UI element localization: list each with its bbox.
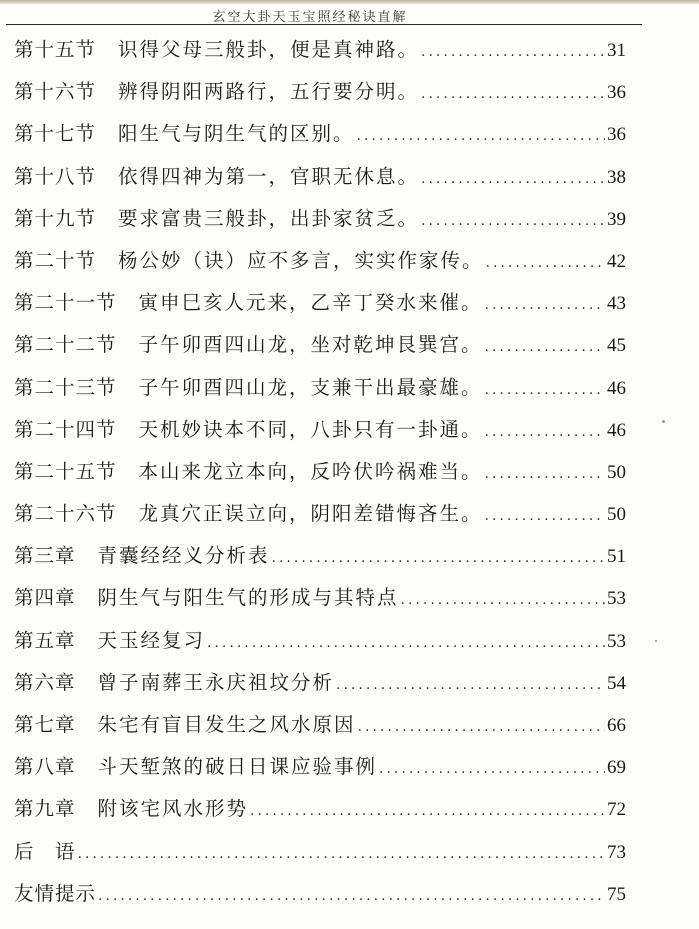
toc-entry-label: 第十六节 — [14, 80, 97, 104]
dot-leader — [421, 86, 605, 102]
toc-entry — [14, 878, 626, 920]
toc-entry-title: 附该宅风水形势 — [97, 797, 249, 821]
toc-entry-title: 天玉经复习 — [97, 628, 206, 652]
toc-entry — [14, 625, 626, 667]
toc-entry — [14, 498, 626, 540]
dot-leader — [272, 550, 605, 566]
toc-entry-label: 第二十五节 — [14, 459, 117, 483]
toc-entry-label: 第二十节 — [14, 248, 97, 272]
toc-entry-label: 第二十一节 — [14, 291, 117, 315]
toc-entry-page: 75 — [607, 883, 626, 905]
dot-leader — [336, 677, 605, 693]
dot-leader — [358, 719, 605, 735]
toc-entry-label: 第十七节 — [14, 122, 97, 146]
toc-entry-label: 第十八节 — [14, 164, 97, 188]
dot-leader — [421, 213, 605, 229]
toc-entry-page: 51 — [607, 546, 626, 568]
toc-entry-page: 39 — [607, 208, 626, 230]
toc-entry-page: 54 — [607, 672, 626, 694]
toc-entry-page: 46 — [607, 377, 626, 399]
toc-entry-label: 第十九节 — [14, 206, 97, 230]
toc-entry-label: 第八章 — [14, 755, 76, 779]
dot-leader — [207, 635, 605, 651]
toc-entry — [14, 34, 626, 76]
toc-entry-label: 第七章 — [14, 713, 76, 736]
dot-leader — [485, 297, 605, 313]
toc-entry-page: 38 — [607, 166, 626, 188]
dot-leader — [421, 44, 605, 60]
toc-entry — [14, 836, 626, 878]
toc-entry-title: 辨得阴阳两路行，五行要分明。 — [118, 80, 420, 104]
dot-leader — [485, 424, 605, 440]
dot-leader — [98, 888, 605, 904]
dot-leader — [421, 171, 605, 187]
toc-entry — [14, 76, 626, 118]
toc-entry-label: 第二十六节 — [14, 502, 117, 526]
toc-entry-label: 友情提示 — [14, 881, 97, 905]
toc-entry-title: 青囊经经义分析表 — [97, 544, 270, 568]
toc-entry — [14, 245, 626, 287]
dot-leader — [250, 803, 605, 819]
toc-entry-title: 阳生气与阴生气的区别。 — [118, 122, 355, 146]
toc-entry — [14, 667, 626, 709]
toc-entry-title: 斗天堑煞的破日日课应验事例 — [97, 755, 378, 779]
scan-speck — [662, 420, 665, 423]
toc-entry-page: 45 — [607, 335, 626, 357]
toc-entry-page: 43 — [607, 293, 626, 315]
toc-entry-label: 第六章 — [14, 670, 76, 694]
dot-leader — [357, 128, 605, 144]
toc-entry — [14, 709, 626, 751]
toc-entry-title: 曾子南葬王永庆祖坟分析 — [97, 670, 335, 694]
toc-entry — [14, 287, 626, 329]
dot-leader — [486, 255, 605, 271]
toc-entry — [14, 329, 626, 371]
table-of-contents — [14, 34, 626, 920]
toc-entry-page: 66 — [607, 715, 626, 736]
dot-leader — [78, 846, 605, 862]
toc-entry-title: 天机妙诀本不同，八卦只有一卦通。 — [138, 417, 483, 441]
toc-entry-page: 72 — [607, 799, 626, 821]
page-top-edge — [0, 0, 699, 4]
toc-entry-title: 识得父母三般卦，便是真神路。 — [118, 38, 420, 61]
header-rule — [6, 24, 642, 25]
toc-entry — [14, 372, 626, 414]
toc-entry — [14, 161, 626, 203]
toc-entry-page: 46 — [607, 419, 626, 441]
toc-entry-page: 73 — [607, 841, 626, 863]
toc-entry — [14, 203, 626, 245]
toc-entry-page: 53 — [607, 588, 626, 610]
toc-entry — [14, 582, 626, 624]
running-header: 玄空大卦天玉宝照经秘诀直解 — [212, 10, 408, 25]
toc-entry — [14, 414, 626, 456]
toc-entry-title: 朱宅有盲目发生之风水原因 — [97, 713, 356, 736]
toc-entry — [14, 456, 626, 498]
toc-entry-page: 31 — [607, 40, 626, 61]
dot-leader — [485, 508, 605, 524]
toc-entry-label: 第二十四节 — [14, 417, 117, 441]
toc-entry-label: 第五章 — [14, 628, 76, 652]
toc-entry-title: 寅申巳亥人元来，乙辛丁癸水来催。 — [138, 291, 483, 315]
toc-entry-page: 36 — [607, 124, 626, 146]
toc-entry-label: 第九章 — [14, 797, 76, 821]
toc-entry-title: 阴生气与阳生气的形成与其特点 — [97, 586, 399, 610]
toc-entry-label: 第二十二节 — [14, 333, 117, 357]
dot-leader — [401, 592, 605, 608]
toc-entry-title: 子午卯酉四山龙，支兼干出最豪雄。 — [138, 375, 483, 399]
toc-entry-title: 龙真穴正误立向，阴阳差错悔吝生。 — [138, 502, 483, 526]
toc-entry — [14, 540, 626, 582]
toc-entry-page: 36 — [607, 82, 626, 104]
toc-entry-title: 本山来龙立本向，反吟伏吟祸难当。 — [138, 459, 483, 483]
toc-entry-label: 第三章 — [14, 544, 76, 568]
toc-entry-page: 50 — [607, 504, 626, 526]
toc-entry — [14, 118, 626, 160]
toc-entry-page: 53 — [607, 630, 626, 652]
toc-entry-page: 50 — [607, 461, 626, 483]
toc-entry-title: 杨公妙（诀）应不多言，实实作家传。 — [118, 248, 484, 272]
toc-entry-page: 69 — [607, 757, 626, 779]
toc-entry-page: 42 — [607, 250, 626, 272]
dot-leader — [485, 382, 605, 398]
toc-entry-title: 子午卯酉四山龙，坐对乾坤艮巽宫。 — [138, 333, 483, 357]
toc-entry — [14, 751, 626, 793]
dot-leader — [379, 761, 605, 777]
toc-entry-label: 后 语 — [14, 839, 76, 863]
scan-speck — [655, 640, 657, 642]
toc-entry — [14, 793, 626, 835]
toc-entry-title: 依得四神为第一，官职无休息。 — [118, 164, 420, 188]
dot-leader — [485, 466, 605, 482]
toc-entry-title: 要求富贵三般卦，出卦家贫乏。 — [118, 206, 420, 230]
toc-entry-label: 第四章 — [14, 586, 76, 610]
toc-entry-label: 第十五节 — [14, 38, 97, 61]
dot-leader — [485, 339, 605, 355]
toc-entry-label: 第二十三节 — [14, 375, 117, 399]
